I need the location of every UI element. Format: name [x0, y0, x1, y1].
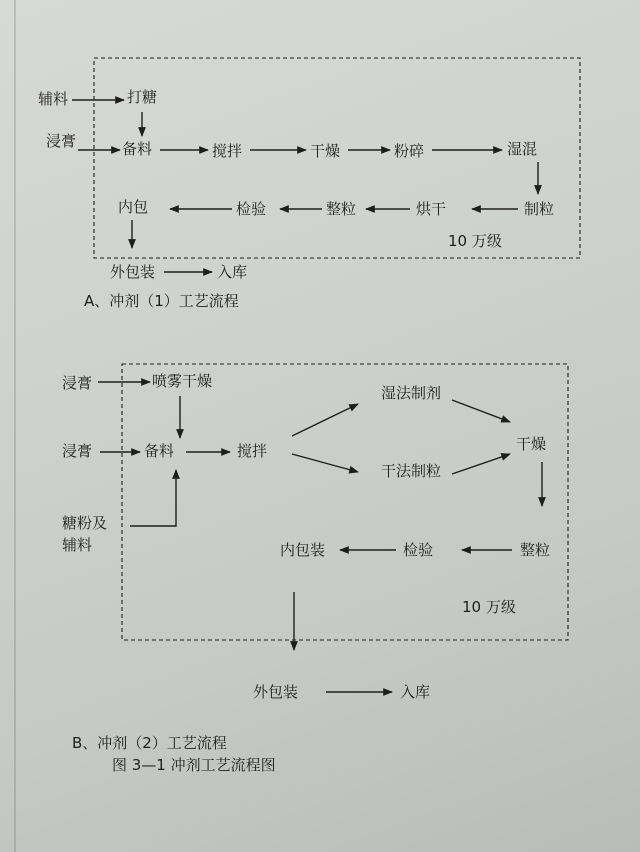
a-node-sugar-prep: 打糖 — [127, 88, 158, 106]
a-node-extract: 浸膏 — [46, 132, 77, 150]
a-node-inner-pack: 内包 — [118, 198, 149, 216]
b-caption: B、冲剂（2）工艺流程 — [72, 734, 227, 752]
a-node-inspection: 检验 — [236, 200, 267, 218]
b-arrow-mixing-to-dry — [292, 454, 358, 472]
a-node-granulating: 制粒 — [524, 200, 555, 218]
b-node-sugar-aux-line1: 糖粉及 — [62, 514, 108, 532]
a-node-batching: 备料 — [122, 140, 153, 158]
b-node-drying: 干燥 — [516, 435, 547, 453]
b-node-extract-2: 浸膏 — [62, 442, 93, 460]
b-node-mixing: 搅拌 — [237, 442, 268, 460]
a-node-baking: 烘干 — [416, 200, 447, 218]
b-arrow-wet-to-drying — [452, 400, 510, 422]
a-node-warehouse: 入库 — [217, 263, 248, 281]
b-node-warehouse: 入库 — [400, 683, 431, 701]
b-arrow-dry-to-drying — [452, 454, 510, 474]
b-node-inspection: 检验 — [403, 541, 434, 559]
b-node-dry-granulation: 干法制粒 — [381, 462, 442, 480]
b-node-batching: 备料 — [144, 442, 175, 460]
a-node-outer-pack: 外包装 — [110, 263, 156, 281]
a-clean-class-label: 10 万级 — [448, 232, 502, 250]
b-node-wet-granulation: 湿法制剂 — [381, 384, 442, 402]
a-node-wet-mixing: 湿混 — [507, 140, 538, 158]
b-node-sizing: 整粒 — [520, 541, 551, 559]
a-node-crushing: 粉碎 — [394, 142, 425, 160]
a-caption: A、冲剂（1）工艺流程 — [84, 292, 239, 310]
a-node-aux-material: 辅料 — [38, 90, 69, 108]
b-node-sugar-aux-line2: 辅料 — [62, 536, 93, 554]
b-node-outer-pack: 外包装 — [253, 683, 299, 701]
b-clean-class-label: 10 万级 — [462, 598, 516, 616]
b-node-extract-1: 浸膏 — [62, 374, 93, 392]
b-arrow-sugar-to-batching — [130, 470, 176, 526]
b-node-spray-drying: 喷雾干燥 — [152, 372, 213, 390]
b-arrow-mixing-to-wet — [292, 404, 358, 436]
b-node-inner-pack: 内包装 — [280, 541, 326, 559]
a-node-sizing: 整粒 — [326, 200, 357, 218]
figure-caption: 图 3—1 冲剂工艺流程图 — [112, 756, 276, 774]
a-node-drying: 干燥 — [310, 142, 341, 160]
a-node-mixing: 搅拌 — [212, 142, 243, 160]
